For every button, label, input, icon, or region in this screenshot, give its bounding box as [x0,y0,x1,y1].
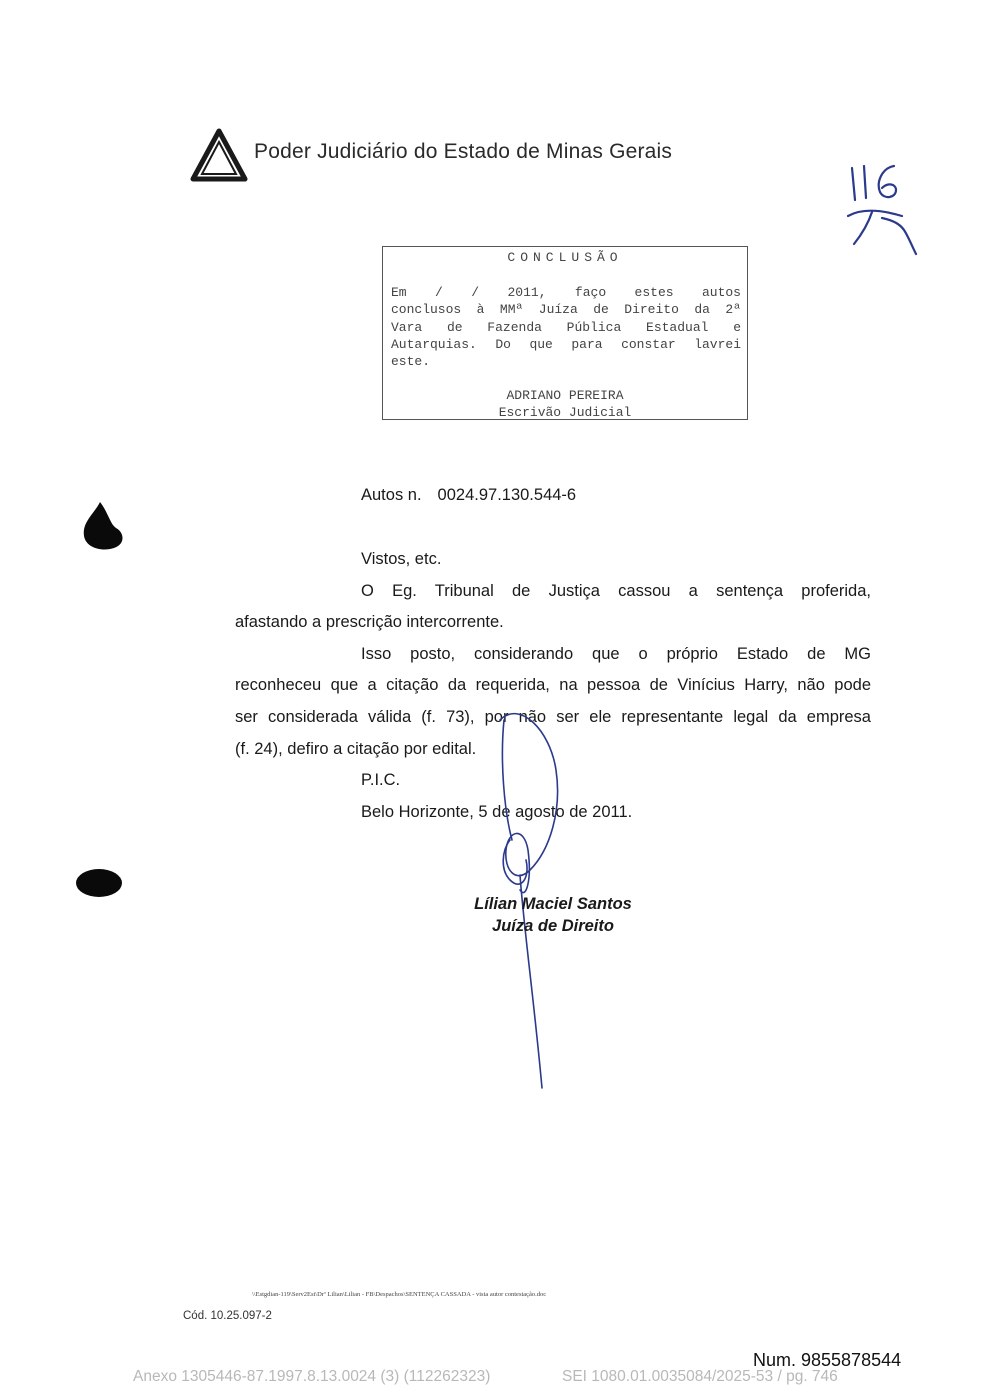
paragraph-2-line: (f. 24), defiro a citação por edital. [235,739,477,758]
form-code: Cód. 10.25.097-2 [183,1310,272,1322]
paragraph-2-line: ser considerada válida (f. 73), por não ser ele representante legal da empresa [235,707,871,726]
conclusao-signatory-role: Escrivão Judicial [498,405,632,420]
paragraph-1-line: afastando a prescrição intercorrente. [235,613,504,632]
sei-reference: SEI 1080.01.0035084/2025-53 / pg. 746 [562,1368,838,1385]
conclusao-signatory-name: ADRIANO PEREIRA [506,388,624,403]
conclusao-line: Em / / 2011, faço estes autos [391,285,741,300]
case-number [361,486,576,505]
case-number-value: 0024.97.130.544-6 [437,486,577,504]
judge-name: Lílian Maciel Santos [474,895,632,913]
handwritten-page-number [842,158,928,258]
file-path: \\Estgdian-119\Serv2Est\Drª Lilian\Lilian - FB\Despachos\SENTENÇA CASSADA - vista autor contestação.doc [252,1291,547,1298]
conclusao-line: conclusos à MMª Juíza de Direito da 2ª [391,302,741,318]
case-number-label: Autos n. [361,486,422,504]
paragraph-2-line: Isso posto, considerando que o próprio Estado de MG [361,644,871,663]
annex-reference: Anexo 1305446-87.1997.8.13.0024 (3) (112262323) [133,1368,491,1385]
conclusao-text [391,284,741,370]
judge-title: Juíza de Direito [492,917,614,935]
ink-blot-icon [74,864,124,900]
handwritten-page-number-icon [842,158,928,258]
triangle-logo-icon [190,128,248,182]
judge-signature-block [440,893,666,937]
conclusao-line: este. [391,354,431,370]
conclusao-stamp [382,246,748,420]
page-header-title: Poder Judiciário do Estado de Minas Gerais [254,140,673,163]
paragraph-1-line: O Eg. Tribunal de Justiça cassou a sentença proferida, [361,581,871,600]
conclusao-signatory [383,387,747,421]
place-date-line: Belo Horizonte, 5 de agosto de 2011. [361,802,633,821]
pic-line: P.I.C. [361,771,401,790]
conclusao-line: Autarquias. Do que para constar lavrei [391,336,741,352]
paragraph-2-line: reconheceu que a citação da requerida, na pessoa de Vinícius Harry, não pode [235,676,871,695]
conclusao-line: Vara de Fazenda Pública Estadual e [391,319,741,335]
ink-blot-icon [80,500,126,552]
conclusao-title: CONCLUSÃO [507,250,623,265]
vistos-line: Vistos, etc. [361,550,442,568]
document-number: Num. 9855878544 [753,1350,902,1370]
